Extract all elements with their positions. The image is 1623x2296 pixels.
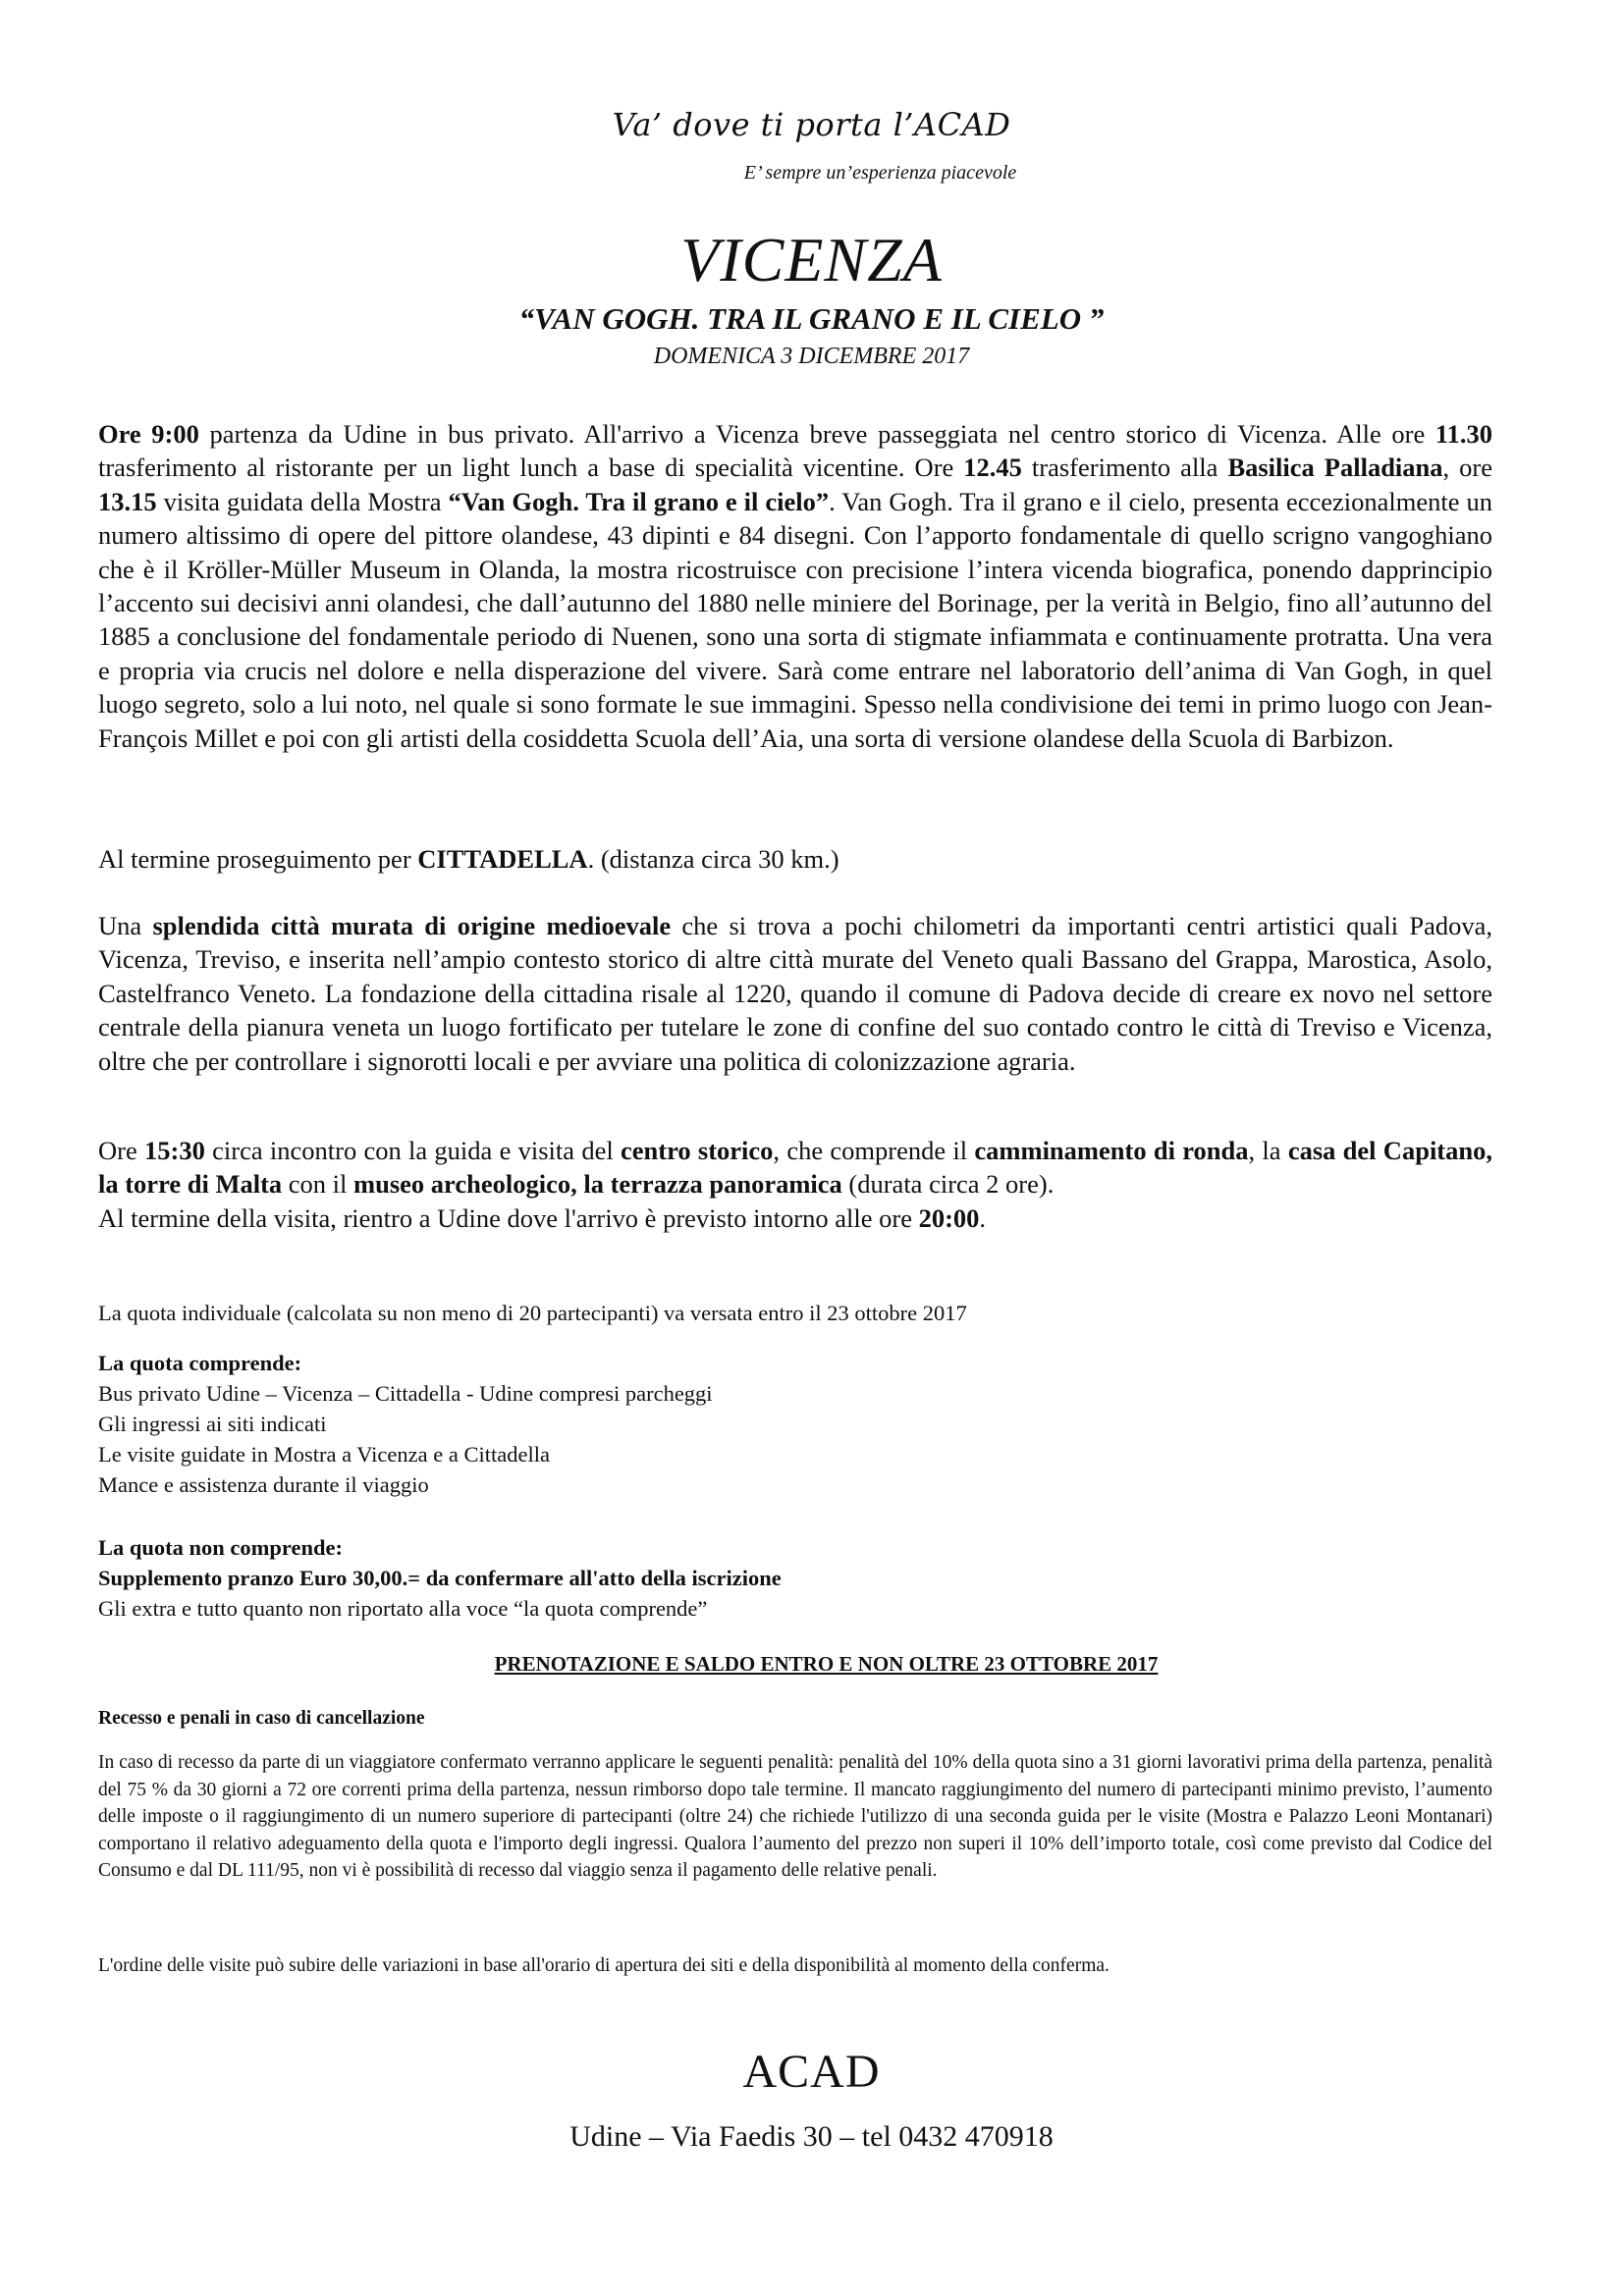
lunch-supplement: Supplemento pranzo Euro 30,00.= da confermare all'atto della iscrizione [98,1566,782,1590]
casa-capitano: casa del Capitano, la torre di Malta [98,1136,1492,1200]
text-span: . Van Gogh. Tra il grano e il cielo, presenta eccezionalmente un numero altissimo di opere del pittore olandese, 43 dipinti e 84 disegni. Con l’apporto fondamentale di quello scrigno vangoghiano che è il Kröller-Müller Museum in Olanda, la mostra ricostruisce con precisione l’intera vicenda biografica, ponendo dapprincipio l’accento sui decisivi anni olandesi, che dall’autunno del 1880 nelle miniere del Borinage, per la verità in Belgio, fino all’autunno del 1885 a conclusione del fondamentale periodo di Nuenen, sono una sorta di stigmate infiammata e continuamente protratta. Una vera e propria via crucis nel dolore e nella disperazione del vivere. Sarà come entrare nel laboratorio dell’anima di Van Gogh, in quel luogo segreto, solo a lui noto, nel quale si sono formate le sue immagini. Spesso nella condivisione dei temi in primo luogo con Jean-François Millet e poi con gli artisti della cosiddetta Scuola dell’Aia, una sorta di versione olandese della Scuola di Barbizon. [98,486,1492,753]
tour-time: 15:30 [144,1136,205,1165]
excludes-title: La quota non comprende: [98,1535,343,1560]
visit-time: 13.15 [98,486,157,516]
trip-date: DOMENICA 3 DICEMBRE 2017 [653,344,970,369]
order-note: L'ordine delle visite può subire delle variazioni in base all'orario di apertura dei siti e della disponibilità al momento della conferma. [98,1955,1109,1976]
program-paragraph-cittadella [98,909,1492,1078]
booking-deadline: PRENOTAZIONE E SALDO ENTRO E NON OLTRE 23 OTTOBRE 2017 [494,1652,1159,1676]
text-span: circa incontro con la guida e visita del [204,1136,621,1165]
text-span: . (distanza circa 30 km.) [587,844,839,874]
text-span: , ore [1442,453,1492,483]
footer-org-name: ACAD [742,2046,881,2098]
text-span: trasferimento al ristorante per un light lunch a base di specialità vicentine. Ore [98,453,964,483]
lunch-time: 11.30 [1434,419,1493,449]
excludes-other: Gli extra e tutto quanto non riportato alla voce “la quota comprende” [98,1596,708,1621]
text-span: , la [1248,1136,1288,1165]
start-time: Ore 9:00 [98,419,199,449]
quota-line: La quota individuale (calcolata su non meno di 20 partecipanti) va versata entro il 23 ottobre 2017 [98,1301,967,1325]
program-paragraph-transfer [98,842,1492,876]
exhibition-name: “Van Gogh. Tra il grano e il cielo” [448,486,830,516]
city-description: splendida città murata di origine medioevale [152,911,672,940]
includes-block [98,1348,1492,1500]
cittadella-name: CITTADELLA [417,844,588,874]
camminamento: camminamento di ronda [974,1136,1249,1165]
centro-storico: centro storico [620,1136,774,1165]
text-span: partenza da Udine in bus privato. All'arrivo a Vicenza breve passeggiata nel centro storico di Vicenza. Alle ore [198,419,1435,449]
text-span: , che comprende il [773,1136,975,1165]
includes-item: Gli ingressi ai siti indicati [98,1412,327,1436]
exhibition-title: “VAN GOGH. TRA IL GRANO E IL CIELO ” [518,301,1105,336]
includes-title: La quota comprende: [98,1351,302,1375]
text-span: Ore [98,1136,145,1165]
text-span: visita guidata della Mostra [156,486,449,516]
transfer-time: 12.45 [963,453,1022,483]
text-span: Una [98,911,153,940]
return-time: 20:00 [918,1202,980,1233]
slogan: Va’ dove ti porta l’ACAD [612,106,1011,143]
excludes-block [98,1532,1492,1624]
includes-item: Bus privato Udine – Vicenza – Cittadella - Udine compresi parcheggi [98,1381,713,1406]
text-span: con il [282,1169,354,1200]
includes-item: Mance e assistenza durante il viaggio [98,1472,429,1497]
sub-slogan: E’ sempre un’esperienza piacevole [743,162,1017,184]
page-title: VICENZA [680,225,943,294]
program-paragraph-tour [98,1134,1492,1235]
footer-address: Udine – Via Faedis 30 – tel 0432 470918 [569,2120,1054,2153]
text-span: (durata circa 2 ore). [841,1169,1055,1200]
text-span: trasferimento alla [1021,453,1228,483]
text-span: che si trova a pochi chilometri da importanti centri artistici quali Padova, Vicenza, Treviso, e inserita nell’ampio contesto storico di altre città murate del Veneto quali Bassano del Grappa, Marostica, Asolo, Castelfranco Veneto. La fondazione della cittadina risale al 1220, quando il comune di Padova decide di creare ex novo nel settore centrale della pianura veneta un luogo fortificato per tutelare le zone di confine del suo contado contro le città di Treviso e Vicenza, oltre che per controllare i signorotti locali e per avviare una politica di colonizzazione agraria. [98,911,1493,1076]
basilica-name: Basilica Palladiana [1227,453,1443,483]
text-span: Al termine proseguimento per [98,844,418,874]
program-paragraph-vicenza [98,417,1492,755]
includes-item: Le visite guidate in Mostra a Vicenza e a Cittadella [98,1442,550,1467]
text-span: Al termine della visita, rientro a Udine dove l'arrivo è previsto intorno alle ore [98,1202,919,1233]
cancellation-text: In caso di recesso da parte di un viaggiatore confermato verranno applicare le seguenti penalità: penalità del 10% della quota sino a 31 giorni lavorativi prima della partenza, penalità del 75 % da 30 giorni a 72 ore correnti prima della partenza, nessun rimborso dopo tale termine. Il mancato raggiungimento del numero di partecipanti minimo previsto, l’aumento delle imposte o il raggiungimento di un numero superiore di partecipanti (oltre 24) che richiede l'utilizzo di una seconda guida per le visite (Mostra e Palazzo Leoni Montanari) comportano il relativo adeguamento della quota e l'importo degli ingressi. Qualora l’aumento del prezzo non superi il 10% dell’importo totale, così come previsto dal Codice del Consumo e dal DL 111/95, non vi è possibilità di recesso dal viaggio senza il pagamento delle relative penali. [98,1752,1492,1882]
cancellation-title: Recesso e penali in caso di cancellazione [98,1708,425,1729]
museo-archeologico: museo archeologico, la terrazza panoramica [353,1169,842,1200]
text-span: . [979,1202,987,1233]
